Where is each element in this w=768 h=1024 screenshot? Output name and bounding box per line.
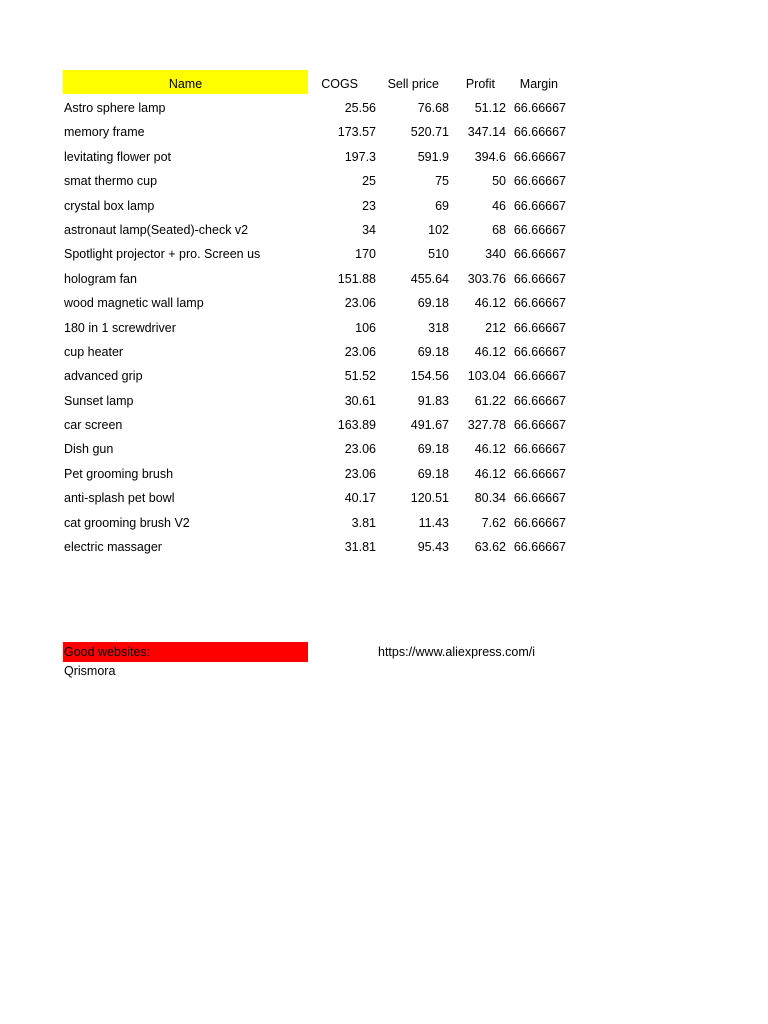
cell-margin[interactable]: 66.66667 [513,149,566,164]
cell-name[interactable]: Sunset lamp [64,393,134,408]
table-row [0,218,768,242]
cell-sell-price[interactable]: 69.18 [417,296,449,311]
cell-margin[interactable]: 66.66667 [513,198,566,213]
header-margin[interactable]: Margin [519,77,558,91]
table-row [0,316,768,340]
cell-sell-price[interactable]: 69 [435,198,449,213]
cell-margin[interactable]: 66.66667 [513,101,566,115]
cell-name[interactable]: memory frame [64,125,145,140]
cell-profit[interactable]: 46.12 [474,466,506,481]
cell-margin[interactable]: 66.66667 [513,320,566,335]
cell-name[interactable]: Dish gun [64,442,114,457]
table-row [0,511,768,535]
cell-sell-price[interactable]: 591.9 [417,149,449,164]
table-row [0,389,768,413]
cell-sell-price[interactable]: 75 [435,174,449,189]
cell-name[interactable]: Astro sphere lamp [64,101,166,115]
header-sell-price[interactable]: Sell price [387,77,439,91]
cell-name[interactable]: anti-splash pet bowl [64,491,175,506]
cell-cogs[interactable]: 197.3 [344,149,376,164]
table-row [0,120,768,144]
cell-name[interactable]: crystal box lamp [64,198,155,213]
cell-cogs[interactable]: 163.89 [337,418,376,433]
cell-cogs[interactable]: 23 [362,198,376,213]
cell-cogs[interactable]: 23.06 [344,296,376,311]
good-websites-label[interactable]: Good websites: [63,642,308,662]
cell-profit[interactable]: 212 [485,320,506,335]
cell-margin[interactable]: 66.66667 [513,418,566,433]
cell-sell-price[interactable]: 11.43 [418,515,449,530]
cell-cogs[interactable]: 30.61 [344,393,376,408]
cell-sell-price[interactable]: 102 [428,222,449,237]
cell-sell-price[interactable]: 69.18 [417,466,449,481]
table-row [0,486,768,510]
cell-name[interactable]: levitating flower pot [64,149,172,164]
cell-sell-price[interactable]: 95.43 [417,540,449,555]
cell-margin[interactable]: 66.66667 [513,393,566,408]
cell-sell-price[interactable]: 455.64 [410,271,449,286]
cell-profit[interactable]: 61.22 [474,393,506,408]
cell-sell-price[interactable]: 91.83 [417,393,449,408]
cell-margin[interactable]: 66.66667 [513,222,566,237]
cell-sell-price[interactable]: 69.18 [417,442,449,457]
cell-cogs[interactable]: 25.56 [344,101,376,115]
cell-name[interactable]: hologram fan [64,271,137,286]
cell-cogs[interactable]: 40.17 [344,491,376,506]
table-row [0,364,768,388]
cell-margin[interactable]: 66.66667 [513,491,566,506]
cell-name[interactable]: Spotlight projector + pro. Screen us [64,247,261,262]
cell-name[interactable]: car screen [64,418,123,433]
cell-cogs[interactable]: 25 [362,174,376,189]
cell-name[interactable]: cat grooming brush V2 [64,515,190,530]
cell-cogs[interactable]: 51.52 [344,369,376,384]
cell-sell-price[interactable]: 76.68 [417,101,449,115]
cell-margin[interactable]: 66.66667 [513,442,566,457]
cell-name[interactable]: 180 in 1 screwdriver [64,320,176,335]
cell-margin[interactable]: 66.66667 [513,344,566,359]
cell-profit[interactable]: 63.62 [474,540,506,555]
cell-sell-price[interactable]: 520.71 [410,125,449,140]
cell-sell-price[interactable]: 154.56 [410,369,449,384]
cell-cogs[interactable]: 23.06 [344,344,376,359]
table-row [0,96,768,120]
cell-profit[interactable]: 80.34 [474,491,506,506]
cell-profit[interactable]: 46.12 [474,442,506,457]
cell-margin[interactable]: 66.66667 [513,247,566,262]
cell-cogs[interactable]: 31.81 [344,540,376,555]
header-cogs[interactable]: COGS [321,77,358,91]
cell-margin[interactable]: 66.66667 [513,369,566,384]
cell-profit[interactable]: 51.12 [474,101,506,115]
cell-cogs[interactable]: 151.88 [337,271,376,286]
cell-name[interactable]: astronaut lamp(Seated)-check v2 [64,222,249,237]
cell-name[interactable]: smat thermo cup [64,174,158,189]
cell-profit[interactable]: 340 [485,247,506,262]
header-profit[interactable]: Profit [465,77,495,91]
cell-margin[interactable]: 66.66667 [513,271,566,286]
cell-sell-price[interactable]: 120.51 [410,491,449,506]
cell-profit[interactable]: 103.04 [467,369,506,384]
note-text[interactable]: Qrismora [64,664,116,678]
table-row [0,413,768,437]
cell-cogs[interactable]: 23.06 [344,442,376,457]
cell-margin[interactable]: 66.66667 [513,174,566,189]
cell-sell-price[interactable]: 69.18 [417,344,449,359]
cell-margin[interactable]: 66.66667 [513,296,566,311]
cell-name[interactable]: electric massager [64,540,162,555]
cell-profit[interactable]: 7.62 [481,515,506,530]
cell-name[interactable]: wood magnetic wall lamp [64,296,204,311]
table-row [0,462,768,486]
cell-margin[interactable]: 66.66667 [513,125,566,140]
cell-profit[interactable]: 394.6 [474,149,506,164]
website-link[interactable]: https://www.aliexpress.com/i [378,645,535,659]
table-row [0,535,768,559]
cell-profit[interactable]: 46 [492,198,506,213]
cell-cogs[interactable]: 34 [362,222,376,237]
cell-margin[interactable]: 66.66667 [513,515,566,530]
table-row [0,267,768,291]
cell-profit[interactable]: 50 [492,174,506,189]
cell-sell-price[interactable]: 491.67 [410,418,449,433]
cell-name[interactable]: Pet grooming brush [64,466,174,481]
cell-sell-price[interactable]: 510 [428,247,449,262]
header-name[interactable]: Name [63,70,308,94]
cell-cogs[interactable]: 173.57 [337,125,376,140]
cell-profit[interactable]: 327.78 [467,418,506,433]
cell-profit[interactable]: 303.76 [467,271,506,286]
product-table [0,96,768,559]
table-row [0,340,768,364]
cell-cogs[interactable]: 23.06 [344,466,376,481]
cell-sell-price[interactable]: 318 [428,320,449,335]
table-row [0,291,768,315]
cell-name[interactable]: advanced grip [64,369,143,384]
cell-profit[interactable]: 68 [492,222,506,237]
cell-profit[interactable]: 347.14 [467,125,506,140]
cell-cogs[interactable]: 170 [355,247,376,262]
cell-margin[interactable]: 66.66667 [513,540,566,555]
cell-name[interactable]: cup heater [64,344,124,359]
cell-profit[interactable]: 46.12 [474,296,506,311]
cell-cogs[interactable]: 3.81 [351,515,376,530]
table-row [0,242,768,266]
cell-profit[interactable]: 46.12 [474,344,506,359]
table-row [0,145,768,169]
cell-cogs[interactable]: 106 [355,320,376,335]
table-row [0,194,768,218]
cell-margin[interactable]: 66.66667 [513,466,566,481]
table-row [0,437,768,461]
table-row [0,169,768,193]
